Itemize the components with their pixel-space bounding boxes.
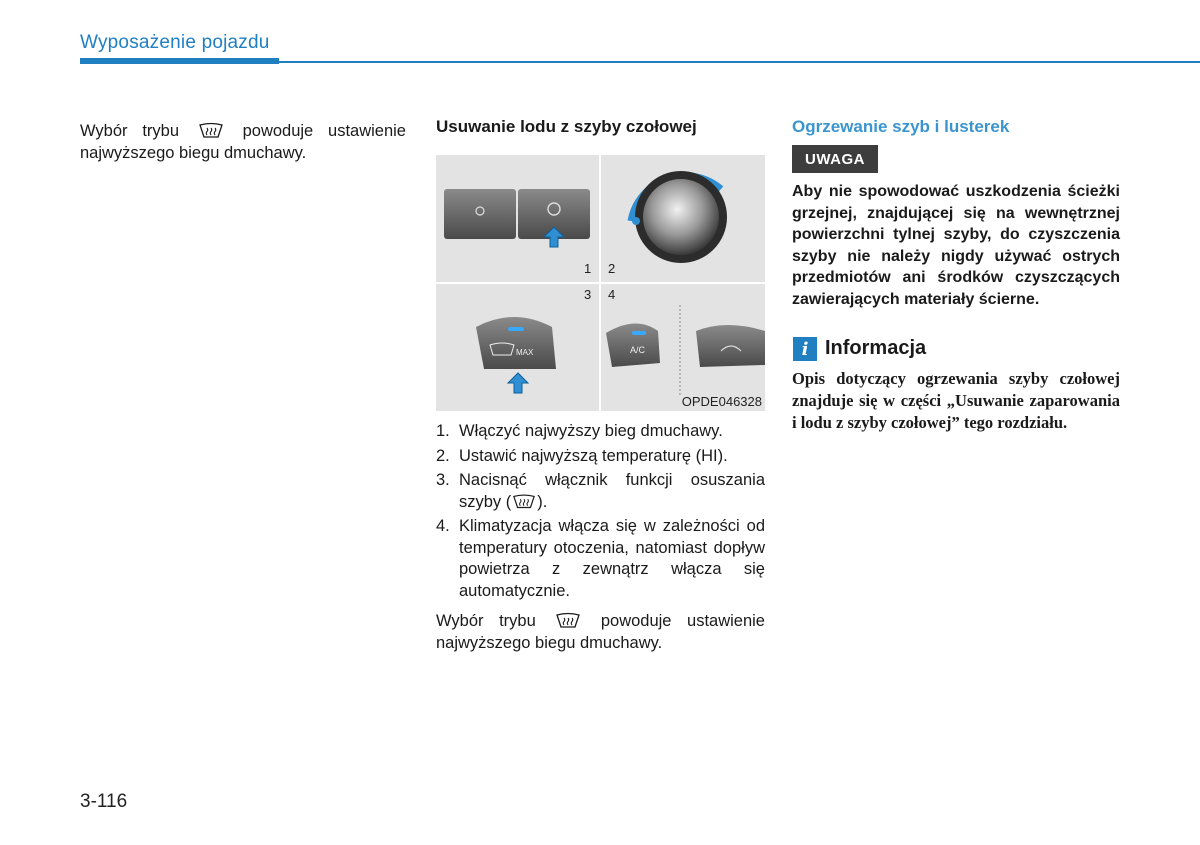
defrost-steps-list (436, 421, 765, 605)
control-panel-figure (436, 155, 765, 411)
step-text: Ustawić najwyższą temperaturę (HI). (459, 446, 728, 465)
list-item (436, 446, 765, 468)
front-defrost-icon (198, 122, 224, 139)
info-text: Opis dotyczący ogrzewania szyby czołowej znajduje się w części „Usuwanie zaparowania i lodu z szyby czołowej” tego rozdziału. (792, 369, 1120, 432)
info-title: Informacja (825, 337, 927, 359)
step-number: 4. (436, 517, 450, 535)
header-accent-bar (80, 58, 279, 64)
control-panel-illustration (436, 155, 765, 411)
front-defrost-icon (555, 612, 581, 629)
mode-note-paragraph (80, 121, 406, 164)
list-item (436, 516, 765, 602)
max-label: MAX (516, 348, 534, 357)
panel-number-1: 1 (584, 261, 592, 276)
page-number: 3-116 (80, 791, 128, 812)
figure-caption: OPDE046328 (681, 394, 762, 409)
step-text: Klimatyzacja włącza się w zależności od temperatury otoczenia, natomiast dopływ powietrza z zewnątrz włącza się automatycznie. (459, 517, 765, 600)
mode-note-paragraph-2 (436, 611, 765, 654)
header-rule (279, 61, 1200, 63)
panel-number-4: 4 (608, 287, 616, 302)
defrost-heading: Usuwanie lodu z szyby czołowej (436, 117, 697, 136)
heating-heading: Ogrzewanie szyb i lusterek (792, 117, 1010, 136)
list-item (436, 470, 765, 513)
ac-label: A/C (630, 345, 646, 355)
info-icon: i (793, 337, 817, 361)
step-number: 2. (436, 446, 450, 465)
mode-note-text-after: powoduje ustawienie najwyższego biegu dmuchawy. (436, 612, 765, 652)
warning-text: Aby nie spowodować uszkodzenia ścieżki grzejnej, znajdującej się na wewnętrznej powierzchni tylnej szyby, do czyszczenia szyby nie należy nigdy używać ostrych przedmiotów ani środków czyszczących zawierających materiały ścierne. (792, 183, 1120, 308)
step-number: 3. (436, 471, 450, 489)
max-defrost-button (476, 317, 556, 369)
mode-note-text-before: Wybór trybu (80, 122, 179, 140)
list-item (436, 421, 765, 443)
panel-number-3: 3 (584, 287, 592, 302)
mode-note-text-after: powoduje ustawienie najwyższego biegu dmuchawy. (80, 122, 406, 162)
temperature-knob (643, 179, 719, 255)
step-text: Nacisnąć włącznik funkcji osuszania szyby ( (459, 471, 765, 511)
panel-number-2: 2 (608, 261, 616, 276)
section-title: Wyposażenie pojazdu (80, 32, 270, 53)
front-defrost-icon (512, 493, 536, 510)
step-number: 1. (436, 422, 450, 440)
fan-low-button (444, 189, 516, 239)
mode-note-text-before: Wybór trybu (436, 612, 536, 630)
arrow-up-icon (508, 373, 528, 393)
step-text-end: ). (537, 492, 548, 511)
warning-badge: UWAGA (792, 145, 878, 173)
step-text: Włączyć najwyższy bieg dmuchawy. (459, 422, 723, 440)
